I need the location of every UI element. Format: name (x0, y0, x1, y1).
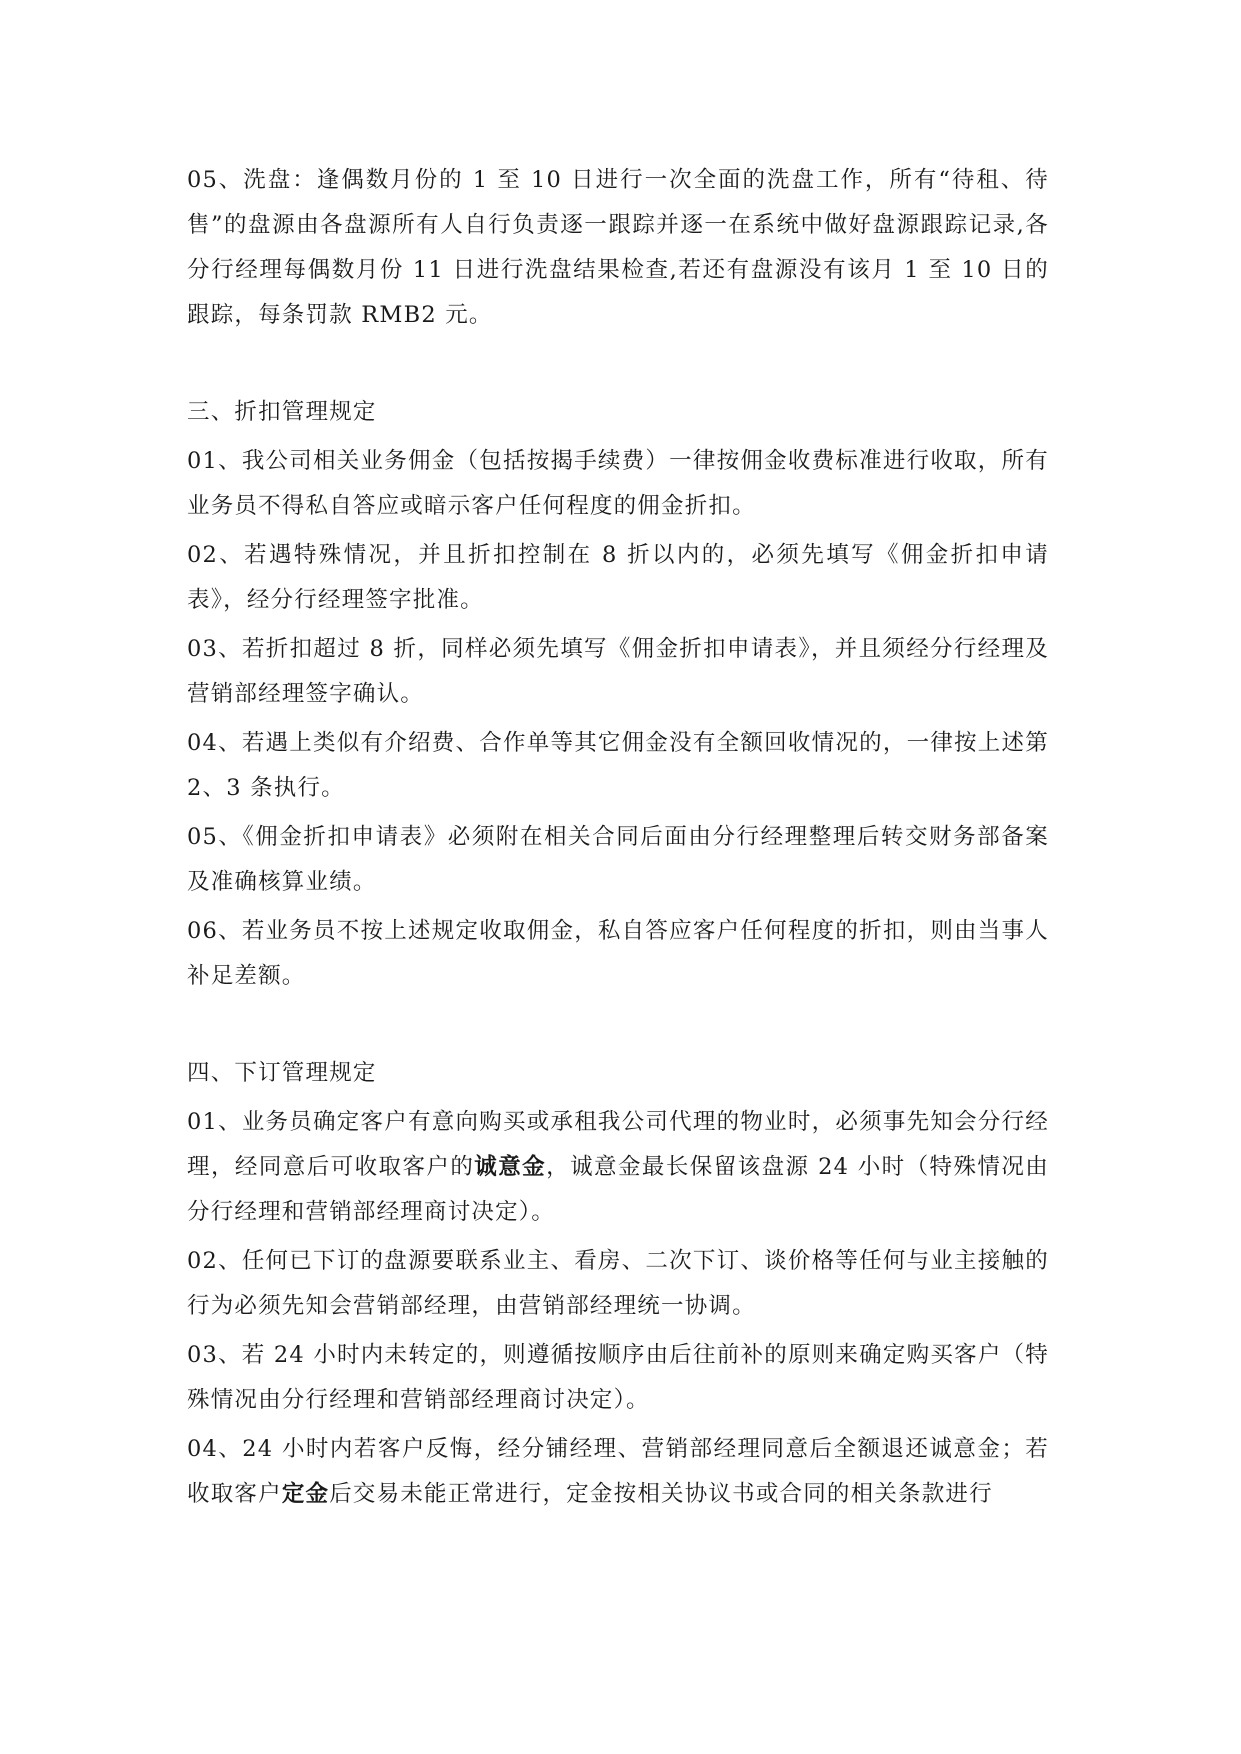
discount-rule-5: 05、《佣金折扣申请表》必须附在相关合同后面由分行经理整理后转交财务部备案及准确核算业绩。 (187, 824, 1049, 895)
order-rule-1-text-a: 01、业务员确定客户有意向购买或承租我公司代理的物业时，必须事先知会分行经理，经同意后可收取客户的 (187, 1109, 1049, 1180)
section-heading-order: 四、下订管理规定 (187, 1060, 377, 1086)
deposit-term: 定金 (281, 1481, 330, 1507)
earnest-money-term: 诚意金 (474, 1154, 547, 1180)
discount-rule-2: 02、若遇特殊情况，并且折扣控制在 8 折以内的，必须先填写《佣金折扣申请表》，经分行经理签字批准。 (187, 542, 1049, 613)
discount-rule-3: 03、若折扣超过 8 折，同样必须先填写《佣金折扣申请表》，并且须经分行经理及营销部经理签字确认。 (187, 636, 1049, 707)
section-spacer (187, 342, 1049, 390)
discount-rule-1: 01、我公司相关业务佣金（包括按揭手续费）一律按佣金收费标准进行收取，所有业务员不得私自答应或暗示客户任何程度的佣金折扣。 (187, 448, 1049, 519)
section-heading-discount: 三、折扣管理规定 (187, 399, 377, 425)
order-rule-1-text-b: ，诚意金最长保留该盘源 24 小时（特殊情况由分行经理和营销部经理商讨决定）。 (187, 1154, 1049, 1225)
discount-rule-4: 04、若遇上类似有介绍费、合作单等其它佣金没有全额回收情况的，一律按上述第 2、3 条执行。 (187, 730, 1049, 801)
order-rule-4-text-b: 后交易未能正常进行，定金按相关协议书或合同的相关条款进行 (329, 1481, 993, 1507)
order-rule-4-text-a: 04、24 小时内若客户反悔，经分铺经理、营销部经理同意后全额退还诚意金；若收取客户 (187, 1436, 1049, 1507)
order-rule-2: 02、任何已下订的盘源要联系业主、看房、二次下订、谈价格等任何与业主接触的行为必须先知会营销部经理，由营销部经理统一协调。 (187, 1248, 1049, 1319)
document-page (187, 158, 1049, 1521)
order-rule-3: 03、若 24 小时内未转定的，则遵循按顺序由后往前补的原则来确定购买客户（特殊情况由分行经理和营销部经理商讨决定）。 (187, 1342, 1049, 1413)
discount-rule-6: 06、若业务员不按上述规定收取佣金，私自答应客户任何程度的折扣，则由当事人补足差额。 (187, 918, 1049, 989)
order-rule-4 (187, 1427, 1049, 1517)
wash-listing-rule: 05、洗盘：逢偶数月份的 1 至 10 日进行一次全面的洗盘工作，所有“待租、待售”的盘源由各盘源所有人自行负责逐一跟踪并逐一在系统中做好盘源跟踪记录,各分行经理每偶数月份 11 日进行洗盘结果检查,若还有盘源没有该月 1 至 10 日的跟踪，每条罚款 RMB2 元。 (187, 167, 1049, 328)
order-rule-1 (187, 1100, 1049, 1235)
section-spacer (187, 1003, 1049, 1051)
